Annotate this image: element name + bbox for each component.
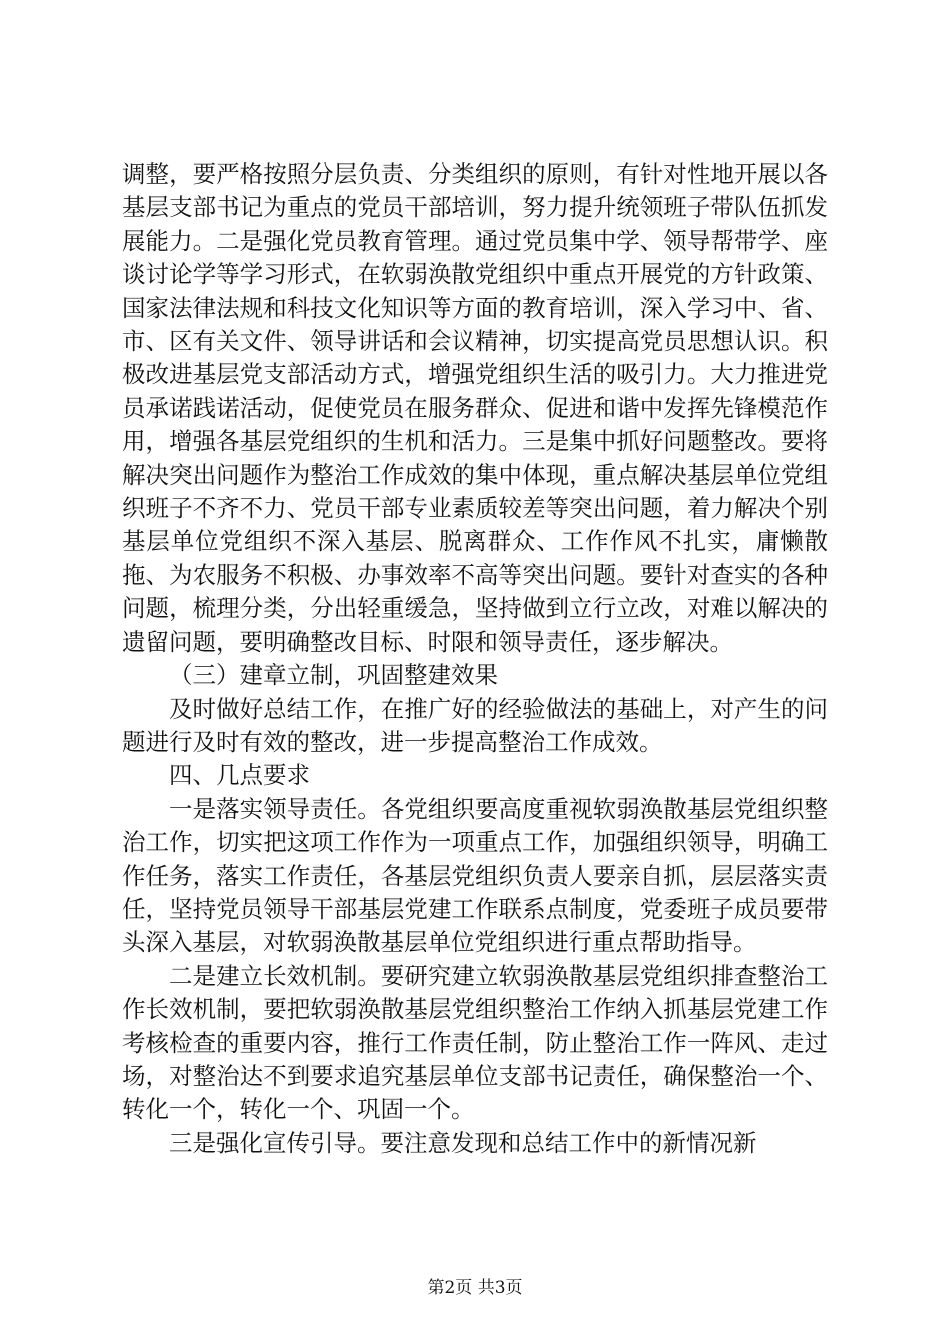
paragraph-5: 三是强化宣传引导。要注意发现和总结工作中的新情况新: [169, 1128, 757, 1157]
page-footer: 第2页 共3页: [427, 1278, 523, 1298]
paragraph-1: 调整，要严格按照分层负责、分类组织的原则，有针对性地开展以各基层支部书记为重点的党员干部培训，努力提升统领班子带队伍抓发展能力。二是强化党员教育管理。通过党员集中学、领导帮带学、座谈讨论学等学习形式，在软弱涣散党组织中重点开展党的方针政策、国家法律法规和科技文化知识等方面的教育培训，深入学习中、省、市、区有关文件、领导讲话和会议精神，切实提高党员思想认识。积极改进基层党支部活动方式，增强党组织生活的吸引力。大力推进党员承诺践诺活动，促使党员在服务群众、促进和谐中发挥先锋模范作用，增强各基层党组织的生机和活力。三是集中抓好问题整改。要将解决突出问题作为整治工作成效的集中体现，重点解决基层单位党组织班子不齐不力、党员干部专业素质较差等突出问题，着力解决个别基层单位党组织不深入基层、脱离群众、工作作风不扎实，庸懒散拖、为农服务不积极、办事效率不高等突出问题。要针对查实的各种问题，梳理分类，分出轻重缓急，坚持做到立行立改，对难以解决的遗留问题，要明确整改目标、时限和领导责任，逐步解决。: [122, 160, 828, 656]
paragraph-2: 及时做好总结工作，在推广好的经验做法的基础上，对产生的问题进行及时有效的整改，进一步提高整治工作成效。: [122, 694, 828, 756]
paragraph-3: 一是落实领导责任。各党组织要高度重视软弱涣散基层党组织整治工作，切实把这项工作作为一项重点工作，加强组织领导，明确工作任务，落实工作责任，各基层党组织负责人要亲自抓，层层落实责任，坚持党员领导干部基层党建工作联系点制度，党委班子成员要带头深入基层，对软弱涣散基层单位党组织进行重点帮助指导。: [122, 794, 828, 957]
section-heading-3: （三）建章立制，巩固整建效果: [169, 661, 498, 690]
paragraph-4: 二是建立长效机制。要研究建立软弱涣散基层党组织排查整治工作长效机制，要把软弱涣散基层党组织整治工作纳入抓基层党建工作考核检查的重要内容，推行工作责任制，防止整治工作一阵风、走过场，对整治达不到要求追究基层单位支部书记责任，确保整治一个、转化一个，转化一个、巩固一个。: [122, 961, 828, 1124]
document-body: [122, 158, 828, 1160]
section-heading-4: 四、几点要求: [169, 761, 310, 790]
